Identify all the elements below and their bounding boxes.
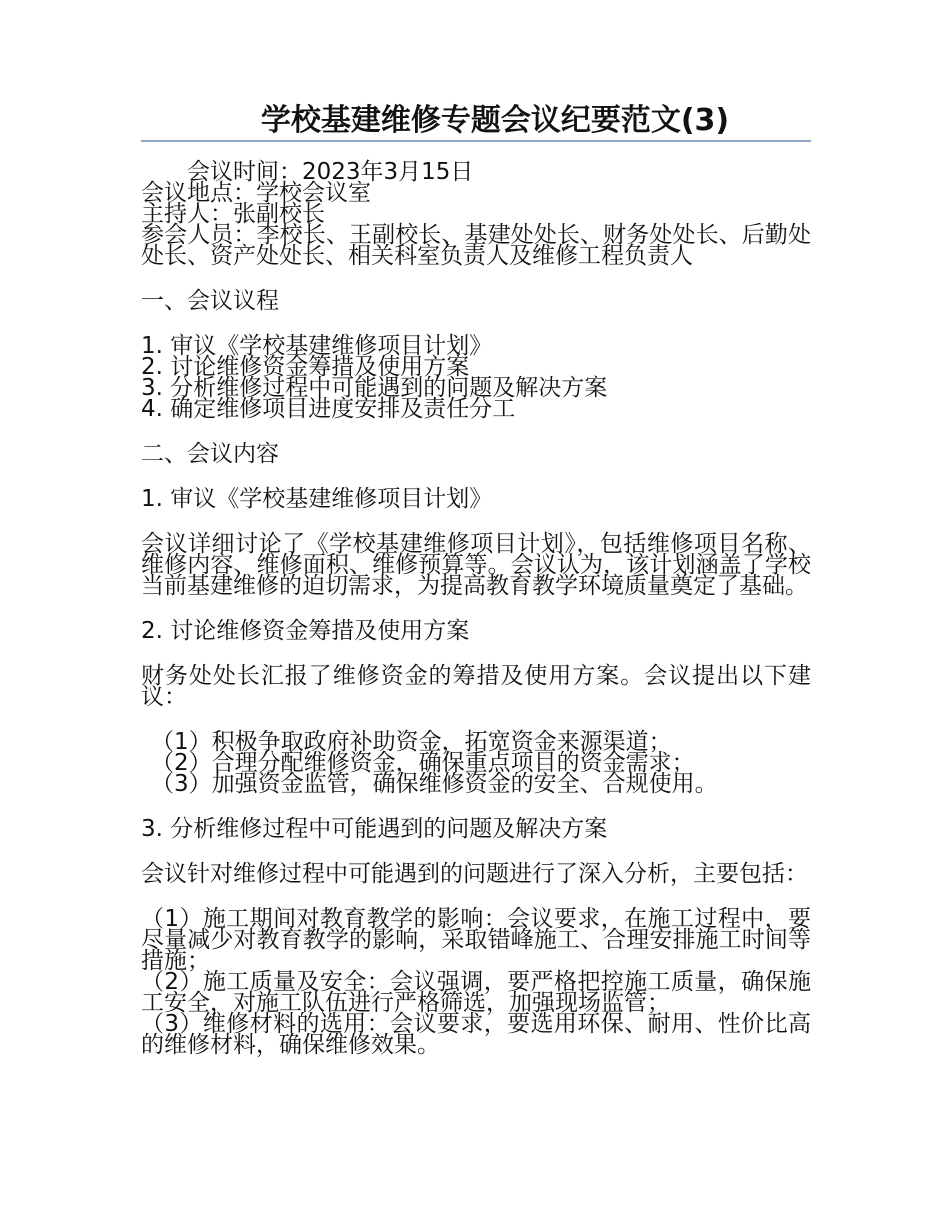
agenda-heading: 一、会议议程 (141, 288, 279, 314)
meeting-time: 会议时间：2023年3月15日 (187, 159, 474, 185)
section-3-body: 会议针对维修过程中可能遇到的问题进行了深入分析，主要包括： (141, 861, 808, 887)
section-2-body: 财务处处长汇报了维修资金的筹措及使用方案。会议提出以下建议： (141, 663, 811, 710)
document-page (141, 100, 811, 1056)
list-item: （3）加强资金监管，确保维修资金的安全、合规使用。 (151, 771, 718, 797)
meeting-meta (141, 159, 811, 269)
agenda-item: 3. 分析维修过程中可能遇到的问题及解决方案 (141, 375, 608, 401)
content-heading: 二、会议内容 (141, 441, 279, 467)
section-2-heading: 2. 讨论维修资金筹措及使用方案 (141, 618, 470, 644)
section-1-heading: 1. 审议《学校基建维修项目计划》 (141, 486, 493, 512)
section-2-list (141, 729, 811, 797)
list-item: （1）积极争取政府补助资金，拓宽资金来源渠道； (151, 729, 672, 755)
list-item: （1）施工期间对教育教学的影响：会议要求，在施工过程中，要尽量减少对教育教学的影响，采取错峰施工、合理安排施工时间等措施； (141, 906, 811, 974)
agenda-item: 1. 审议《学校基建维修项目计划》 (141, 333, 493, 359)
meeting-host: 主持人：张副校长 (141, 201, 325, 227)
document-title: 学校基建维修专题会议纪要范文(3) (141, 100, 811, 142)
list-item: （3）维修材料的选用：会议要求，要选用环保、耐用、性价比高的维修材料，确保维修效果。 (141, 1011, 811, 1058)
section-3-list (141, 906, 811, 1058)
list-item: （2）合理分配维修资金，确保重点项目的资金需求； (151, 750, 695, 776)
agenda-list (141, 333, 811, 422)
agenda-item: 2. 讨论维修资金筹措及使用方案 (141, 354, 470, 380)
meeting-place: 会议地点：学校会议室 (141, 180, 371, 206)
meeting-attendees: 参会人员：李校长、王副校长、基建处处长、财务处处长、后勤处处长、资产处处长、相关科室负责人及维修工程负责人 (141, 222, 811, 269)
section-3-heading: 3. 分析维修过程中可能遇到的问题及解决方案 (141, 816, 608, 842)
list-item: （2）施工质量及安全：会议强调，要严格把控施工质量，确保施工安全，对施工队伍进行严格筛选，加强现场监管； (141, 969, 811, 1016)
agenda-item: 4. 确定维修项目进度安排及责任分工 (141, 396, 516, 422)
section-1-body: 会议详细讨论了《学校基建维修项目计划》，包括维修项目名称、维修内容、维修面积、维修预算等。会议认为，该计划涵盖了学校当前基建维修的迫切需求，为提高教育教学环境质量奠定了基础。 (141, 531, 811, 599)
